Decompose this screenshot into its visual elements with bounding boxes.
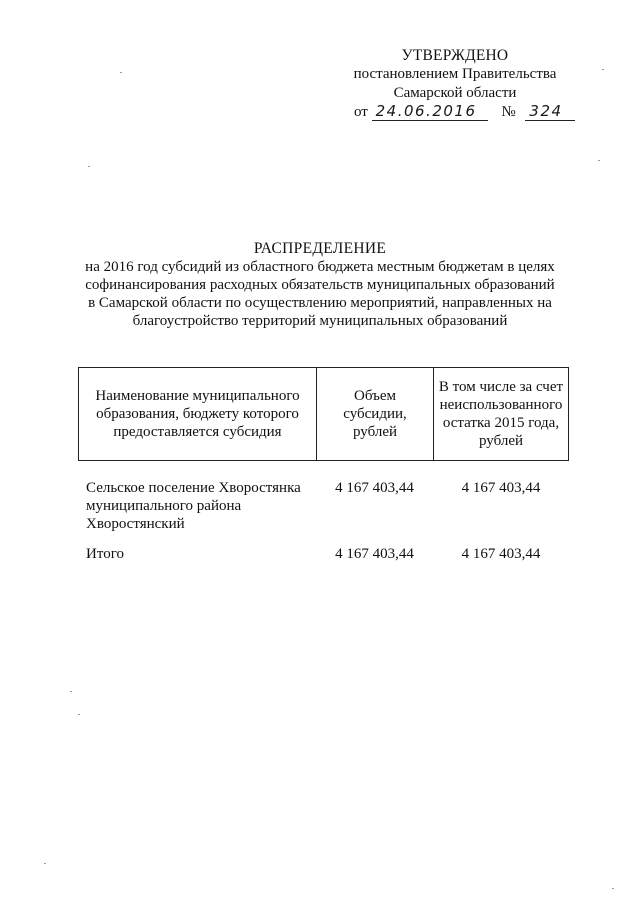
title-line-3: в Самарской области по осуществлению мероприятий, направленных на	[88, 295, 552, 311]
scan-speck	[598, 160, 600, 161]
number-label: №	[501, 104, 516, 120]
from-label: от	[354, 104, 368, 120]
title-line-4: благоустройство территорий муниципальных образований	[132, 313, 508, 329]
approval-header: УТВЕРЖДЕНО	[401, 47, 509, 64]
scan-speck	[612, 888, 614, 889]
total-label: Итого	[86, 546, 124, 562]
cell-municipality-name: Сельское поселение Хворостянка муниципального района Хворостянский	[86, 480, 301, 532]
approval-line-1: постановлением Правительства	[353, 66, 557, 82]
scan-speck	[88, 166, 90, 167]
approval-date-number-line	[354, 103, 570, 122]
cell-subsidy-amount: 4 167 403,44	[335, 480, 414, 496]
document-title-block	[60, 240, 580, 330]
total-from-remainder: 4 167 403,44	[461, 546, 541, 562]
scan-speck	[120, 72, 122, 73]
approval-line-2: Самарской области	[393, 85, 517, 101]
distribution-table	[78, 367, 569, 563]
handwritten-number: 324	[525, 103, 575, 121]
scan-speck	[78, 714, 80, 715]
scan-speck	[70, 691, 72, 692]
header-subsidy-amount: Объем субсидии, рублей	[317, 368, 434, 460]
scan-speck	[602, 69, 604, 70]
header-from-remainder: В том числе за счет неиспользованного остатка 2015 года, рублей	[438, 379, 564, 449]
title-line-2: софинансирования расходных обязательств муниципальных образований	[85, 277, 555, 293]
total-amount: 4 167 403,44	[335, 546, 414, 562]
scan-speck	[44, 863, 46, 864]
table-row	[78, 479, 569, 533]
table-header-row	[78, 367, 569, 461]
header-municipality: Наименование муниципального образования, бюджету которого предоставляется субсидия	[79, 368, 317, 460]
approval-block	[340, 46, 570, 122]
cell-from-remainder: 4 167 403,44	[461, 480, 541, 496]
handwritten-date: 24.06.2016	[372, 103, 488, 121]
title-line-1: на 2016 год субсидий из областного бюджета местным бюджетам в целях	[85, 259, 555, 275]
document-title: РАСПРЕДЕЛЕНИЕ	[253, 240, 387, 257]
table-total-row	[78, 545, 569, 563]
